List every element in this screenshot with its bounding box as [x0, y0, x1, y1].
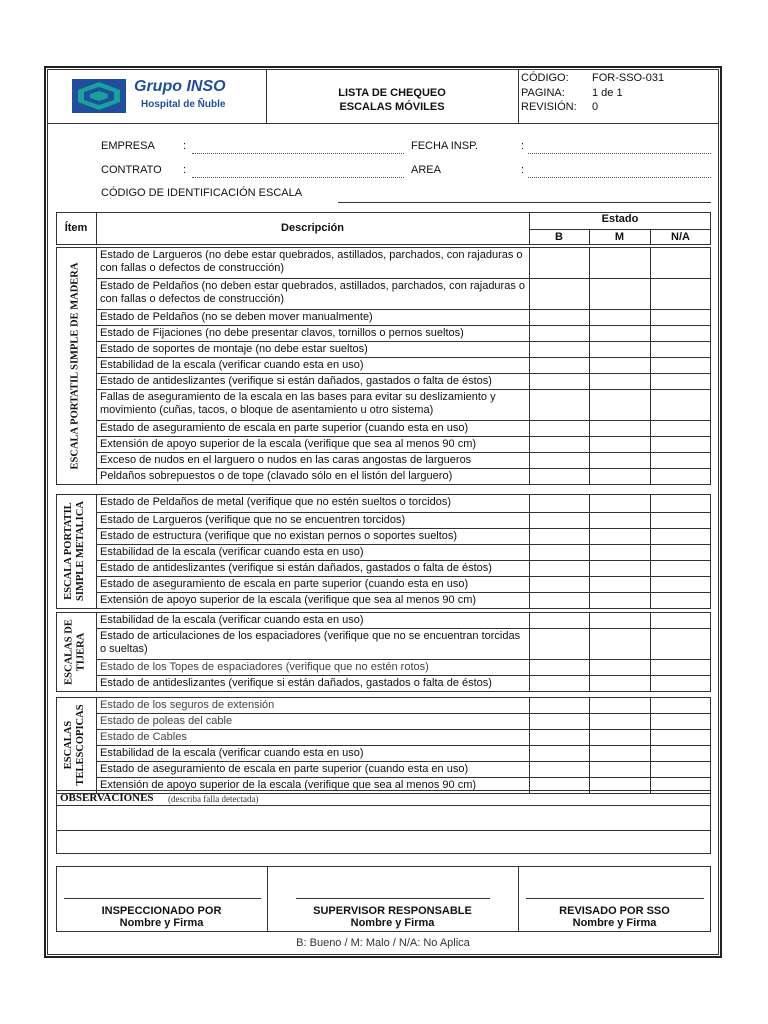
- checkbox-b[interactable]: [530, 374, 588, 389]
- observaciones-label: OBSERVACIONES: [60, 792, 154, 804]
- signature-sub: Nombre y Firma: [119, 917, 204, 929]
- checklist-item: Estabilidad de la escala (verificar cuando esta en uso): [100, 359, 364, 371]
- checkbox-m[interactable]: [590, 660, 649, 675]
- checkbox-na[interactable]: [651, 714, 710, 729]
- contrato-colon: :: [183, 164, 187, 176]
- checklist-item: Estado de Fijaciones (no debe presentar clavos, tornillos o pernos sueltos): [100, 327, 464, 339]
- area-field[interactable]: [528, 177, 711, 178]
- checkbox-b[interactable]: [530, 310, 588, 325]
- checkbox-na[interactable]: [651, 342, 710, 357]
- signature-role: SUPERVISOR RESPONSABLE: [313, 905, 472, 917]
- checkbox-m[interactable]: [590, 676, 649, 691]
- checkbox-na[interactable]: [651, 279, 710, 309]
- signature-role: INSPECCIONADO POR: [101, 905, 222, 917]
- codigo-escala-field[interactable]: [338, 202, 711, 203]
- checkbox-na[interactable]: [651, 529, 710, 544]
- checkbox-na[interactable]: [651, 453, 710, 468]
- checkbox-m[interactable]: [590, 730, 649, 745]
- checklist-item: Extensión de apoyo superior de la escala (verifique que sea al menos 90 cm): [100, 779, 477, 791]
- checkbox-na[interactable]: [651, 374, 710, 389]
- estado-header: Estado: [601, 213, 639, 225]
- checklist-item: Estado de Largueros (verifique que no se encuentren torcidos): [100, 514, 406, 526]
- checkbox-na[interactable]: [651, 437, 710, 452]
- checkbox-b[interactable]: [530, 545, 588, 560]
- checkbox-na[interactable]: [651, 421, 710, 436]
- column-divider: [96, 247, 97, 485]
- checkbox-na[interactable]: [651, 469, 710, 484]
- doc-title-line1: LISTA DE CHEQUEO: [338, 87, 446, 99]
- checkbox-m[interactable]: [590, 545, 649, 560]
- checkbox-na[interactable]: [651, 495, 710, 512]
- checkbox-m[interactable]: [590, 374, 649, 389]
- checkbox-m[interactable]: [590, 561, 649, 576]
- checkbox-m[interactable]: [590, 495, 649, 512]
- pagina-label: PAGINA:: [521, 87, 565, 99]
- checkbox-b[interactable]: [530, 660, 588, 675]
- legend: B: Bueno / M: Malo / N/A: No Aplica: [296, 937, 470, 949]
- checkbox-m[interactable]: [590, 469, 649, 484]
- checklist-item: Estado de los seguros de extensión: [100, 699, 275, 711]
- item-header: Ítem: [64, 222, 88, 234]
- checklist-item: Estado de Peldaños (no deben estar quebrados, astillados, parchados, con rajaduras o con fallas o defectos de construcción): [100, 280, 526, 305]
- checklist-item: Estabilidad de la escala (verificar cuando esta en uso): [100, 747, 364, 759]
- checkbox-b[interactable]: [530, 326, 588, 341]
- checkbox-b[interactable]: [530, 453, 588, 468]
- checkbox-na[interactable]: [651, 326, 710, 341]
- checklist-item: Estado de Largueros (no debe estar quebrados, astillados, parchados, con rajaduras o con fallas o defectos de construcción): [100, 249, 523, 274]
- checkbox-b[interactable]: [530, 593, 588, 608]
- checklist-item: Estado de articulaciones de los espaciadores (verifique que no se encuentran torcidas o sueltas): [100, 630, 521, 655]
- codigo-escala-label: CÓDIGO DE IDENTIFICACIÓN ESCALA: [101, 187, 303, 199]
- codigo-label: CÓDIGO:: [521, 72, 569, 84]
- checklist-item: Estado de aseguramiento de escala en parte superior (cuando esta en uso): [100, 578, 469, 590]
- checkbox-b[interactable]: [530, 746, 588, 761]
- signature-sub: Nombre y Firma: [572, 917, 657, 929]
- revision-label: REVISIÓN:: [521, 101, 577, 113]
- observaciones-input-2[interactable]: [57, 831, 710, 853]
- checkbox-b[interactable]: [530, 437, 588, 452]
- signature-line-inspeccionado[interactable]: [64, 898, 261, 899]
- checklist-item: Estabilidad de la escala (verificar cuando esta en uso): [100, 546, 364, 558]
- checkbox-m[interactable]: [590, 342, 649, 357]
- checkbox-b[interactable]: [530, 730, 588, 745]
- checklist-item: Extensión de apoyo superior de la escala (verifique que sea al menos 90 cm): [100, 438, 477, 450]
- checkbox-m[interactable]: [590, 762, 649, 777]
- brand-name: Grupo INSO: [134, 78, 226, 95]
- checkbox-b[interactable]: [530, 629, 588, 659]
- checkbox-m[interactable]: [590, 529, 649, 544]
- checkbox-b[interactable]: [530, 421, 588, 436]
- checkbox-b[interactable]: [530, 248, 588, 278]
- checkbox-b[interactable]: [530, 762, 588, 777]
- checkbox-na[interactable]: [651, 390, 710, 420]
- checklist-item: Extensión de apoyo superior de la escala (verifique que sea al menos 90 cm): [100, 594, 477, 606]
- fecha-colon: :: [521, 140, 525, 152]
- empresa-label: EMPRESA: [101, 140, 155, 152]
- fecha-label: FECHA INSP.: [411, 140, 479, 152]
- checkbox-na[interactable]: [651, 561, 710, 576]
- checklist-item: Estado de soportes de montaje (no debe estar sueltos): [100, 343, 368, 355]
- checkbox-na[interactable]: [651, 660, 710, 675]
- checkbox-b[interactable]: [530, 613, 588, 628]
- section-label: ESCALA PORTATIL SIMPLE DE MADERA: [69, 262, 80, 469]
- revision-value: 0: [592, 101, 599, 113]
- checkbox-na[interactable]: [651, 698, 710, 713]
- checklist-item: Peldaños sobrepuestos o de tope (clavado sólo en el listón del larguero): [100, 470, 453, 482]
- checkbox-b[interactable]: [530, 714, 588, 729]
- checklist-item: Estado de antideslizantes (verifique si están dañados, gastados o falta de éstos): [100, 562, 492, 574]
- checklist-item: Estado de Cables: [100, 731, 187, 743]
- checklist-item: Fallas de aseguramiento de la escala en las bases para evitar su deslizamiento y movimiento (cuñas, tacos, o bloque de asentamiento u otro sistema): [100, 391, 496, 416]
- checkbox-na[interactable]: [651, 746, 710, 761]
- checkbox-na[interactable]: [651, 730, 710, 745]
- contrato-label: CONTRATO: [101, 164, 162, 176]
- checklist-item: Estabilidad de la escala (verificar cuando esta en uso): [100, 614, 364, 626]
- checkbox-na[interactable]: [651, 248, 710, 278]
- checkbox-na[interactable]: [651, 593, 710, 608]
- section-label: ESCALA PORTATIL SIMPLE METALICA: [63, 501, 86, 601]
- checklist-item: Estado de aseguramiento de escala en parte superior (cuando esta en uso): [100, 763, 469, 775]
- checkbox-m[interactable]: [590, 390, 649, 420]
- section-label: ESCALAS DE TIJERA: [63, 618, 86, 685]
- section-label: ESCALAS TELESCOPICAS: [63, 704, 86, 786]
- checkbox-na[interactable]: [651, 577, 710, 592]
- checklist-item: Exceso de nudos en el larguero o nudos en las caras angostas de largueros: [100, 454, 472, 466]
- checkbox-b[interactable]: [530, 577, 588, 592]
- checklist-item: Estado de poleas del cable: [100, 715, 233, 727]
- doc-title-line2: ESCALAS MÓVILES: [339, 101, 445, 113]
- checkbox-b[interactable]: [530, 279, 588, 309]
- checkbox-m[interactable]: [590, 714, 649, 729]
- observaciones-hint: (describa falla detectada): [168, 794, 259, 804]
- checklist-item: Estado de antideslizantes (verifique si están dañados, gastados o falta de éstos): [100, 375, 492, 387]
- pagina-value: 1 de 1: [592, 87, 623, 99]
- checkbox-b[interactable]: [530, 676, 588, 691]
- checklist-item: Estado de antideslizantes (verifique si están dañados, gastados o falta de éstos): [100, 677, 492, 689]
- area-colon: :: [521, 164, 525, 176]
- checkbox-m[interactable]: [590, 577, 649, 592]
- signature-line-sso[interactable]: [526, 898, 704, 899]
- checkbox-m[interactable]: [590, 698, 649, 713]
- checkbox-m[interactable]: [590, 593, 649, 608]
- checkbox-m[interactable]: [590, 453, 649, 468]
- checkbox-m[interactable]: [590, 437, 649, 452]
- checkbox-b[interactable]: [530, 358, 588, 373]
- checkbox-m[interactable]: [590, 746, 649, 761]
- area-label: AREA: [411, 164, 441, 176]
- checkbox-m[interactable]: [590, 629, 649, 659]
- brand-subtitle: Hospital de Ñuble: [141, 99, 226, 110]
- checkbox-m[interactable]: [590, 326, 649, 341]
- contrato-field[interactable]: [192, 177, 404, 178]
- signature-sub: Nombre y Firma: [350, 917, 435, 929]
- checkbox-m[interactable]: [590, 279, 649, 309]
- checkbox-na[interactable]: [651, 358, 710, 373]
- checkbox-m[interactable]: [590, 248, 649, 278]
- checkbox-m[interactable]: [590, 513, 649, 528]
- description-header: Descripción: [281, 222, 344, 234]
- logo-icon: [72, 79, 126, 113]
- checkbox-b[interactable]: [530, 469, 588, 484]
- checkbox-m[interactable]: [590, 358, 649, 373]
- checkbox-b[interactable]: [530, 529, 588, 544]
- observaciones-input-1[interactable]: [57, 806, 710, 829]
- checkbox-b[interactable]: [530, 390, 588, 420]
- checkbox-m[interactable]: [590, 613, 649, 628]
- checkbox-b[interactable]: [530, 561, 588, 576]
- checkbox-b[interactable]: [530, 342, 588, 357]
- checkbox-na[interactable]: [651, 545, 710, 560]
- checkbox-m[interactable]: [590, 421, 649, 436]
- checkbox-na[interactable]: [651, 762, 710, 777]
- column-divider: [96, 612, 97, 692]
- checkbox-na[interactable]: [651, 629, 710, 659]
- checklist-item: Estado de Peldaños (no se deben mover manualmente): [100, 311, 373, 323]
- checkbox-na[interactable]: [651, 513, 710, 528]
- checklist-item: Estado de aseguramiento de escala en parte superior (cuando esta en uso): [100, 422, 469, 434]
- checkbox-m[interactable]: [590, 310, 649, 325]
- empresa-field[interactable]: [192, 153, 404, 154]
- col-na-header: N/A: [671, 231, 690, 243]
- signature-role: REVISADO POR SSO: [559, 905, 670, 917]
- checklist-item: Estado de los Topes de espaciadores (verifique que no estén rotos): [100, 661, 429, 673]
- empresa-colon: :: [183, 140, 187, 152]
- signature-line-supervisor[interactable]: [296, 898, 490, 899]
- checkbox-na[interactable]: [651, 676, 710, 691]
- codigo-value: FOR-SSO-031: [592, 72, 665, 84]
- checkbox-b[interactable]: [530, 495, 588, 512]
- checklist-item: Estado de Peldaños de metal (verifique que no estén sueltos o torcidos): [100, 496, 451, 508]
- checklist-item: Estado de estructura (verifique que no existan pernos o soportes sueltos): [100, 530, 458, 542]
- fecha-field[interactable]: [528, 153, 711, 154]
- checkbox-b[interactable]: [530, 513, 588, 528]
- col-m-header: M: [614, 231, 625, 243]
- checkbox-na[interactable]: [651, 310, 710, 325]
- checkbox-b[interactable]: [530, 698, 588, 713]
- checkbox-na[interactable]: [651, 613, 710, 628]
- col-b-header: B: [555, 231, 563, 243]
